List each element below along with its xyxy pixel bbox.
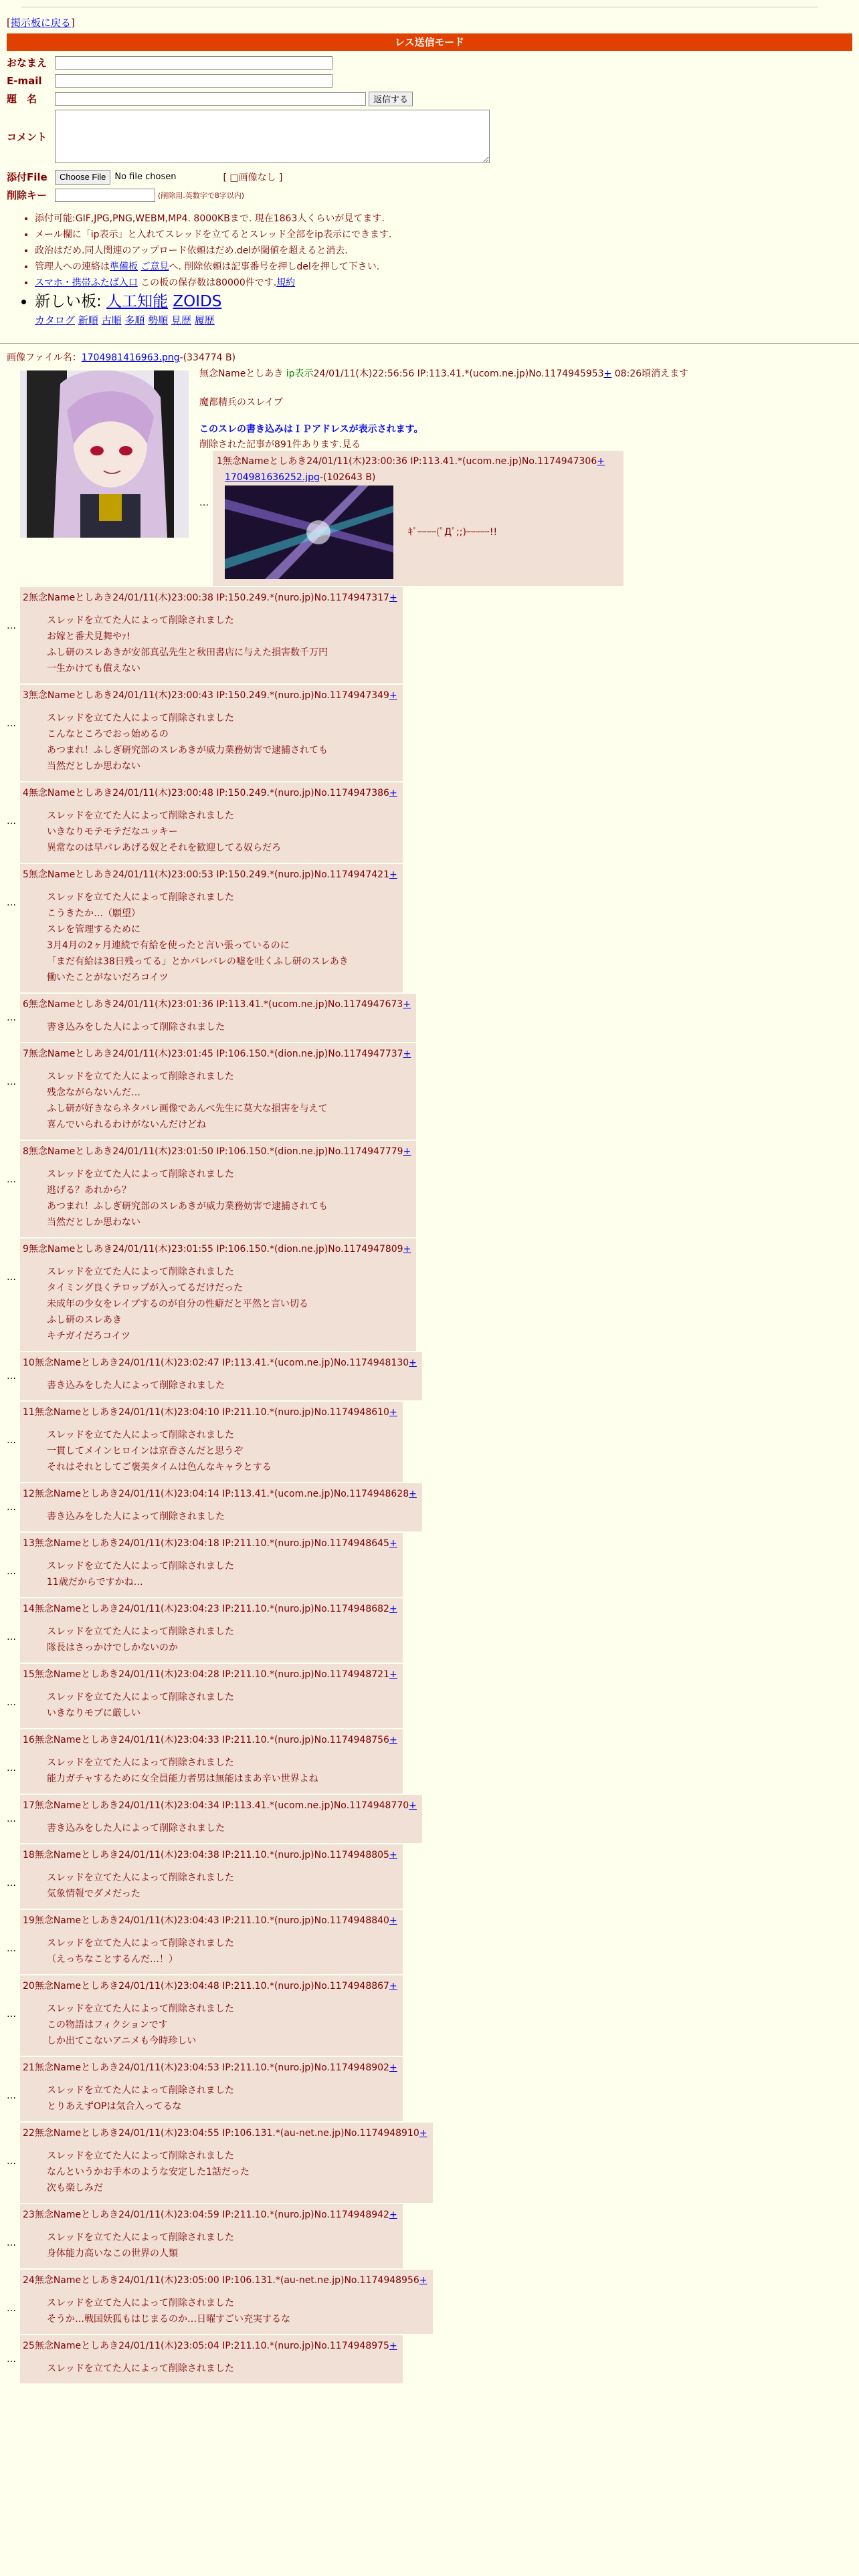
reply-dots: … <box>7 1272 16 1283</box>
reply-line: スレッドを立てた人によって削除されました <box>47 1169 234 1180</box>
delete-key-label: 削除キー <box>7 189 47 201</box>
reply-plus-link[interactable]: + <box>409 1358 417 1368</box>
reply-dots: … <box>7 1763 16 1774</box>
reply-header: 20無念Nameとしあき24/01/11(木)23:04:48 IP:211.10.*(nuro.jp)No.1174948867+ <box>23 1981 397 1992</box>
reply-body <box>47 1935 397 1967</box>
reply-line: スレを管理するために <box>47 924 140 935</box>
reply-13 <box>7 1533 852 1597</box>
reply-line: スレッドを立てた人によって削除されました <box>47 2232 234 2243</box>
reply-body <box>47 1624 397 1656</box>
subject-input[interactable] <box>55 92 366 106</box>
reply-body <box>47 2082 397 2115</box>
reply-line: 一貫してメインヒロインは京香さんだと思うぞ <box>47 1446 244 1457</box>
reply-body <box>47 2361 397 2377</box>
reply-line: スレッドを立てた人によって削除されました <box>47 2004 234 2014</box>
catalog-links <box>35 312 852 328</box>
reply-line: （えっちなことするんだ…！） <box>47 1954 178 1965</box>
reply-body <box>47 710 397 774</box>
reply-box <box>20 1844 403 1909</box>
reply-line: 身体能力高いなこの世界の人類 <box>47 2248 178 2259</box>
email-label: E-mail <box>7 74 42 87</box>
reply-body <box>47 1870 397 1902</box>
op-deleted-note: 削除された記事が891件あります.見る <box>199 439 361 450</box>
reply-8 <box>7 1141 852 1237</box>
reply-25 <box>7 2335 852 2383</box>
view-history-link[interactable]: 見歴 <box>171 314 191 326</box>
reply-header: 14無念Nameとしあき24/01/11(木)23:04:23 IP:211.10.*(nuro.jp)No.1174948682+ <box>23 1604 397 1614</box>
reply-body: ｷﾞｰｰｰｰ(ﾟДﾟ;;)ｰｰｰｰｰ!! <box>408 527 498 538</box>
reply-file-line: 1704981636252.jpg-(102643 B) <box>225 472 376 483</box>
reply-body <box>47 808 397 856</box>
reply-line: 当然だとしか思わない <box>47 761 140 772</box>
reply-dots: … <box>199 498 209 508</box>
reply-header: 9無念Nameとしあき24/01/11(木)23:01:55 IP:106.150.*(dion.ne.jp)No.1174947809+ <box>23 1244 411 1255</box>
reply-body <box>47 1509 417 1525</box>
reply-dots: … <box>7 2303 16 2314</box>
reply-line: スレッドを立てた人によって削除されました <box>47 892 234 903</box>
reply-box <box>20 1352 422 1400</box>
reply-line: スレッドを立てた人によって削除されました <box>47 2298 234 2309</box>
reply-plus-link[interactable]: + <box>403 1049 411 1059</box>
reply-9 <box>7 1239 852 1351</box>
reply-12 <box>7 1483 852 1531</box>
reply-21 <box>7 2057 852 2121</box>
reply-1 <box>199 451 852 586</box>
reply-dots: … <box>7 1632 16 1642</box>
reply-box <box>20 1533 403 1597</box>
reply-body <box>47 1069 411 1133</box>
delete-key-input[interactable] <box>55 189 155 202</box>
reply-line: しか出てこないアニメも今時珍しい <box>47 2036 197 2046</box>
reply-header: 8無念Nameとしあき24/01/11(木)23:01:50 IP:106.150.*(dion.ne.jp)No.1174947779+ <box>23 1146 411 1157</box>
reply-plus-link[interactable]: + <box>403 1146 411 1157</box>
reply-mode-bar: レス送信モード <box>7 33 852 51</box>
sort-many-link[interactable]: 多順 <box>124 314 145 326</box>
reply-list <box>7 587 852 2383</box>
reply-header: 7無念Nameとしあき24/01/11(木)23:01:45 IP:106.150.*(dion.ne.jp)No.1174947737+ <box>23 1049 411 1059</box>
reply-header: 1無念Nameとしあき24/01/11(木)23:00:36 IP:113.41.*(ucom.ne.jp)No.1174947306+ <box>217 456 605 467</box>
reply-box <box>20 1239 416 1351</box>
reply-22 <box>7 2123 852 2203</box>
reply-box <box>20 864 403 992</box>
reply-header: 15無念Nameとしあき24/01/11(木)23:04:28 IP:211.10.*(nuro.jp)No.1174948721+ <box>23 1669 397 1680</box>
reply-header: 12無念Nameとしあき24/01/11(木)23:04:14 IP:113.41.*(ucom.ne.jp)No.1174948628+ <box>23 1489 417 1499</box>
file-label: 添付File <box>7 171 47 183</box>
prep-board-link[interactable]: 準備板 <box>110 261 138 272</box>
reply-box <box>20 1483 422 1531</box>
reply-body <box>47 1019 411 1035</box>
reply-box <box>20 1795 422 1843</box>
reply-box <box>20 1043 416 1140</box>
reply-18 <box>7 1844 852 1909</box>
reply-15 <box>7 1664 852 1728</box>
op-file-line: 画像ファイル名：1704981416963.png-(334774 B) <box>7 352 236 363</box>
reply-4 <box>7 782 852 863</box>
reply-box <box>20 685 403 781</box>
reply-header: 21無念Nameとしあき24/01/11(木)23:04:53 IP:211.10.*(nuro.jp)No.1174948902+ <box>23 2062 397 2073</box>
reply-line: タイミング良くテロップが入ってるだけだった <box>47 1283 244 1293</box>
reply-dots: … <box>7 1502 16 1513</box>
reply-body <box>47 1820 417 1836</box>
reply-line: お嫁と番犬見舞やｧ! <box>47 631 130 642</box>
reply-plus-link[interactable]: + <box>389 1850 397 1860</box>
reply-line: スレッドを立てた人によって削除されました <box>47 1757 234 1768</box>
no-image-checkbox[interactable]: [ □画像なし ] <box>223 172 283 183</box>
reply-file-link[interactable]: 1704981636252.jpg <box>225 472 320 483</box>
reply-body <box>47 1755 397 1787</box>
reply-line: 当然だとしか思わない <box>47 1217 140 1228</box>
reply-6 <box>7 994 852 1042</box>
reply-7 <box>7 1043 852 1140</box>
reply-thumbnail-image[interactable] <box>225 486 393 579</box>
reply-plus-link[interactable]: + <box>389 1538 397 1549</box>
reply-line: 残念ながらないんだ… <box>47 1087 140 1098</box>
reply-body <box>47 613 397 677</box>
reply-dots: … <box>7 2009 16 2020</box>
reply-plus-link[interactable]: + <box>389 2062 397 2073</box>
smartphone-link[interactable]: スマホ・携帯ふたば入口 <box>35 278 138 288</box>
reply-box <box>20 587 403 683</box>
reply-line: 「まだ有給は38日残ってる」とかバレバレの嘘を吐くふし研のスレあき <box>47 956 349 967</box>
reply-line: 逃げる？あれから？ <box>47 1185 131 1196</box>
reply-header: 23無念Nameとしあき24/01/11(木)23:04:59 IP:211.10.*(nuro.jp)No.1174948942+ <box>23 2210 397 2220</box>
sort-old-link[interactable]: 古順 <box>101 314 122 326</box>
reply-5 <box>7 864 852 992</box>
op-thumbnail-image[interactable] <box>20 370 189 538</box>
reply-plus-link[interactable]: + <box>389 690 397 701</box>
reply-dots: … <box>7 2354 16 2365</box>
reply-line: スレッドを立てた人によって削除されました <box>47 1561 234 1572</box>
reply-line: 未成年の少女をレイプするのが自分の性癖だと平然と言い切る <box>47 1299 308 1309</box>
reply-plus-link[interactable]: + <box>389 869 397 880</box>
reply-plus-link[interactable]: + <box>409 1800 417 1811</box>
reply-dots: … <box>7 1077 16 1087</box>
reply-dots: … <box>7 1174 16 1185</box>
ai-board-link[interactable]: 人工知能 <box>106 293 169 310</box>
catalog-link[interactable]: カタログ <box>35 314 76 326</box>
comment-label: コメント <box>7 130 47 143</box>
reply-23 <box>7 2204 852 2268</box>
reply-plus-link[interactable]: + <box>389 1669 397 1680</box>
reply-line: こうきたか…（願望） <box>47 908 140 919</box>
note-item: • 添付可能:GIF,JPG,PNG,WEBM,MP4. 8000KBまで. 現在1863人くらいが見てます. <box>35 211 852 227</box>
reply-dots: … <box>7 1566 16 1577</box>
reply-header: 3無念Nameとしあき24/01/11(木)23:00:43 IP:150.249.*(nuro.jp)No.1174947349+ <box>23 690 397 701</box>
reply-line: とりあえずOPは気合入ってるな <box>47 2101 182 2112</box>
rules-link[interactable]: 規約 <box>276 278 296 288</box>
zoids-board-link[interactable]: ZOIDS <box>173 293 222 310</box>
reply-header: 19無念Nameとしあき24/01/11(木)23:04:43 IP:211.10.*(nuro.jp)No.1174948840+ <box>23 1915 397 1926</box>
reply-line: 異常なのは早パレあげる奴とそれを歓迎してる奴らだろ <box>47 843 281 853</box>
reply-plus-link[interactable]: + <box>403 1244 411 1255</box>
reply-line: ふし研のスレあきが安部真弘先生と秋田書店に与えた損害数千万円 <box>47 647 328 658</box>
reply-20 <box>7 1975 852 2056</box>
note-item: • スマホ・携帯ふたば入口 この板の保存数は80000件です.規約 <box>35 275 852 291</box>
reply-header: 4無念Nameとしあき24/01/11(木)23:00:48 IP:150.249.*(nuro.jp)No.1174947386+ <box>23 788 397 798</box>
reply-line: 隊長はさっかけでしかないのか <box>47 1642 178 1653</box>
reply-line: スレッドを立てた人によって削除されました <box>47 811 234 821</box>
delete-key-hint: (削除用.英数字で8字以内) <box>158 191 245 200</box>
reply-dots: … <box>7 1012 16 1023</box>
opinion-link[interactable]: ご意見 <box>140 261 169 272</box>
reply-dots: … <box>7 1878 16 1889</box>
reply-line: ふし研のスレあき <box>47 1315 122 1325</box>
reply-body <box>47 1689 397 1721</box>
reply-3 <box>7 685 852 781</box>
reply-plus-link[interactable]: + <box>389 2341 397 2351</box>
reply-header: 13無念Nameとしあき24/01/11(木)23:04:18 IP:211.10.*(nuro.jp)No.1174948645+ <box>23 1538 397 1549</box>
reply-plus-link[interactable]: + <box>597 456 605 467</box>
reply-body <box>47 889 397 986</box>
reply-plus-link[interactable]: + <box>389 1735 397 1745</box>
reply-dots: … <box>7 1371 16 1382</box>
reply-line: 書き込みをした人によって削除されました <box>47 1380 225 1391</box>
note-item: • メール欄に「ip表示」と入れてスレッドを立てるとスレッド全部をip表示にできます. <box>35 227 852 243</box>
reply-body <box>47 1558 397 1590</box>
name-input[interactable] <box>55 56 332 70</box>
sort-new-link[interactable]: 新順 <box>78 314 98 326</box>
reply-header: 6無念Nameとしあき24/01/11(木)23:01:36 IP:113.41.*(ucom.ne.jp)No.1174947673+ <box>23 999 411 1010</box>
reply-plus-link[interactable]: + <box>403 999 411 1010</box>
reply-14 <box>7 1598 852 1662</box>
reply-box <box>20 1729 403 1794</box>
reply-17 <box>7 1795 852 1843</box>
reply-line: スレッドを立てた人によって削除されました <box>47 713 234 724</box>
reply-header: 10無念Nameとしあき24/01/11(木)23:02:47 IP:113.41.*(ucom.ne.jp)No.1174948130+ <box>23 1358 417 1368</box>
reply-line: それはそれとしてご褒美タイムは色んなキャラとする <box>47 1462 272 1473</box>
reply-box <box>20 2335 403 2383</box>
reply-line: そうか…戦国妖狐もはじまるのか…日曜すごい充実するな <box>47 2314 290 2325</box>
reply-box <box>20 994 416 1042</box>
reply-line: こんなところでおっ始めるの <box>47 729 169 740</box>
reply-line: あつまれ！ふしぎ研究部のスレあきが威力業務妨害で逮捕されても <box>47 1201 328 1212</box>
reply-line: なんというかお手本のような安定した1話だった <box>47 2167 250 2177</box>
reply-box <box>20 2204 403 2268</box>
reply-header: 5無念Nameとしあき24/01/11(木)23:00:53 IP:150.249.*(nuro.jp)No.1174947421+ <box>23 869 397 880</box>
reply-box <box>20 1402 403 1482</box>
reply-line: 能力ガチャするために女全員能力者男は無能はまあ辛い世界よね <box>47 1774 318 1784</box>
reply-dots: … <box>7 2156 16 2167</box>
reply-line: スレッドを立てた人によって削除されました <box>47 1938 234 1949</box>
reply-header: 16無念Nameとしあき24/01/11(木)23:04:33 IP:211.10.*(nuro.jp)No.1174948756+ <box>23 1735 397 1745</box>
note-item: • 政治はだめ.同人関連のアップロード依頼はだめ.delが閾値を超えると消去. <box>35 243 852 259</box>
reply-line: スレッドを立てた人によって削除されました <box>47 2085 234 2096</box>
reply-header: 2無念Nameとしあき24/01/11(木)23:00:38 IP:150.249.*(nuro.jp)No.1174947317+ <box>23 593 397 603</box>
reply-line: スレッドを立てた人によって削除されました <box>47 1430 234 1440</box>
reply-line: スレッドを立てた人によって削除されました <box>47 1692 234 1703</box>
reply-dots: … <box>7 816 16 827</box>
op-title: 魔都精兵のスレイブ <box>199 397 283 408</box>
reply-plus-link[interactable]: + <box>389 1981 397 1992</box>
reply-box <box>20 2270 433 2334</box>
reply-plus-link[interactable]: + <box>389 1407 397 1418</box>
reply-line: この物語はフィクションです <box>47 2020 168 2030</box>
reply-box <box>20 2123 433 2203</box>
notes-list <box>23 211 852 328</box>
reply-plus-link[interactable]: + <box>389 593 397 603</box>
reply-plus-link[interactable]: + <box>389 2210 397 2220</box>
reply-box <box>20 1141 416 1237</box>
op-body <box>199 364 852 586</box>
reply-line: 書き込みをした人によって削除されました <box>47 1511 225 1522</box>
reply-line: 3月4月の2ヶ月連続で有給を使ったと言い張っているのに <box>47 940 290 951</box>
reply-header: 24無念Nameとしあき24/01/11(木)23:05:00 IP:106.131.*(au-net.ne.jp)No.1174948956+ <box>23 2275 427 2286</box>
reply-plus-link[interactable]: + <box>419 2128 427 2139</box>
reply-dots: … <box>7 897 16 908</box>
reply-11 <box>7 1402 852 1482</box>
reply-line: 次も楽しみだ <box>47 2183 103 2193</box>
op-ip-alert: このスレの書き込みはＩＰアドレスが表示されます。 <box>199 424 423 435</box>
reply-header: 11無念Nameとしあき24/01/11(木)23:04:10 IP:211.10.*(nuro.jp)No.1174948610+ <box>23 1407 397 1418</box>
reply-body <box>47 1166 411 1230</box>
reply-line: ふし研が好きならネタバレ画像であんべ先生に莫大な損害を与えて <box>47 1103 328 1114</box>
reply-box <box>20 2057 403 2121</box>
reply-line: キチガイだろコイツ <box>47 1331 130 1341</box>
reply-line: 書き込みをした人によって削除されました <box>47 1022 225 1033</box>
no-file-text: No file chosen <box>114 172 177 182</box>
reply-19 <box>7 1910 852 1974</box>
name-label: おなまえ <box>7 57 47 69</box>
back-to-board-link[interactable]: 掲示板に戻る <box>10 17 71 29</box>
reply-body <box>47 1264 411 1344</box>
reply-header: 18無念Nameとしあき24/01/11(木)23:04:38 IP:211.10.*(nuro.jp)No.1174948805+ <box>23 1850 397 1860</box>
reply-body <box>47 2001 397 2049</box>
reply-body <box>47 1427 397 1475</box>
reply-line: 一生かけても償えない <box>47 663 140 674</box>
reply-body <box>47 2295 427 2327</box>
reply-box <box>213 451 624 586</box>
op-plus-link[interactable]: + <box>603 368 612 379</box>
choose-file-button[interactable]: Choose File <box>55 170 110 185</box>
reply-plus-link[interactable]: + <box>389 1604 397 1614</box>
reply-line: スレッドを立てた人によって削除されました <box>47 1071 234 1082</box>
new-board-item: • 新しい板: 人工知能 ZOIDS <box>35 291 852 312</box>
reply-line: スレッドを立てた人によって削除されました <box>47 615 234 626</box>
reply-body <box>47 2148 427 2196</box>
submit-button[interactable]: 返信する <box>369 92 413 106</box>
comment-textarea[interactable] <box>55 110 490 163</box>
reply-line: 働いたことがないだろコイツ <box>47 972 169 983</box>
reply-line: 書き込みをした人によって削除されました <box>47 1823 225 1834</box>
email-input[interactable] <box>55 74 332 88</box>
subject-label: 題 名 <box>7 93 37 105</box>
reply-dots: … <box>7 1943 16 1954</box>
reply-body <box>47 2230 397 2262</box>
reply-box <box>20 782 403 863</box>
reply-line: 気象情報でダメだった <box>47 1889 140 1899</box>
reply-line: いきなりモブに厳しい <box>47 1708 140 1719</box>
reply-dots: … <box>7 2238 16 2248</box>
reply-line: 11歳だからですかね… <box>47 1577 143 1588</box>
op-ip-label: ip表示 <box>286 368 314 379</box>
reply-dots: … <box>7 2090 16 2101</box>
reply-line: スレッドを立てた人によって削除されました <box>47 2363 234 2374</box>
reply-line: 喜んでいられるわけがないんだけどね <box>47 1119 206 1130</box>
reply-header: 17無念Nameとしあき24/01/11(木)23:04:34 IP:113.41.*(ucom.ne.jp)No.1174948770+ <box>23 1800 417 1811</box>
reply-dots: … <box>7 621 16 631</box>
reply-2 <box>7 587 852 683</box>
divider <box>0 343 859 344</box>
reply-box <box>20 1910 403 1974</box>
reply-header: 25無念Nameとしあき24/01/11(木)23:05:04 IP:211.10.*(nuro.jp)No.1174948975+ <box>23 2341 397 2351</box>
reply-dots: … <box>7 1814 16 1824</box>
reply-line: あつまれ！ふしぎ研究部のスレあきが威力業務妨害で逮捕されても <box>47 745 328 756</box>
reply-dots: … <box>7 1697 16 1708</box>
reply-plus-link[interactable]: + <box>389 1915 397 1926</box>
reply-dots: … <box>7 718 16 729</box>
reply-line: スレッドを立てた人によって削除されました <box>47 1267 234 1277</box>
reply-plus-link[interactable]: + <box>409 1489 417 1499</box>
op-header: 無念Nameとしあき ip表示24/01/11(木)22:56:56 IP:113.41.*(ucom.ne.jp)No.1174945953+ 08:26頃消えます <box>199 368 689 379</box>
reply-plus-link[interactable]: + <box>389 788 397 798</box>
back-link-row: [掲示板に戻る] <box>7 17 75 29</box>
reply-box <box>20 1598 403 1662</box>
sort-momentum-link[interactable]: 勢順 <box>148 314 169 326</box>
reply-body <box>47 1378 417 1394</box>
op-post <box>7 350 852 586</box>
reply-dots: … <box>7 1435 16 1446</box>
reply-line: スレッドを立てた人によって削除されました <box>47 1872 234 1883</box>
reply-box <box>20 1664 403 1728</box>
reply-24 <box>7 2270 852 2334</box>
op-file-link[interactable]: 1704981416963.png <box>81 352 180 363</box>
post-form <box>7 53 852 204</box>
reply-plus-link[interactable]: + <box>419 2275 427 2286</box>
note-item: • 管理人への連絡は準備板 ご意見へ. 削除依頼は記事番号を押しdelを押して下さい. <box>35 259 852 275</box>
reply-box <box>20 1975 403 2056</box>
reply-10 <box>7 1352 852 1400</box>
reply-line: スレッドを立てた人によって削除されました <box>47 2151 234 2161</box>
reply-header: 22無念Nameとしあき24/01/11(木)23:04:55 IP:106.131.*(au-net.ne.jp)No.1174948910+ <box>23 2128 427 2139</box>
reply-16 <box>7 1729 852 1794</box>
reply-line: スレッドを立てた人によって削除されました <box>47 1626 234 1637</box>
history-link[interactable]: 履歴 <box>194 314 215 326</box>
reply-line: いきなりモテモテだなユッキー <box>47 827 178 837</box>
